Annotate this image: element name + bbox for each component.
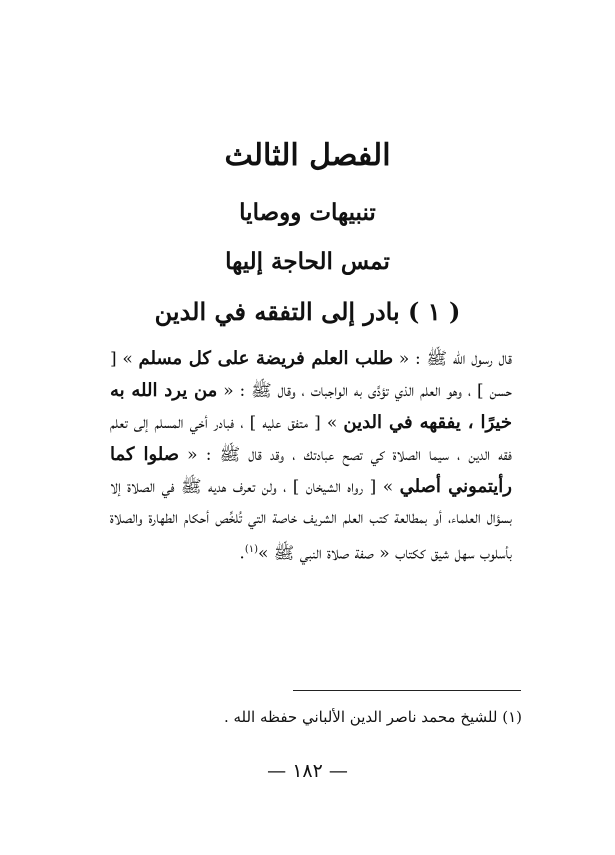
subtitle-warnings: تنبيهات ووصايا: [239, 199, 376, 226]
text-segment: » [ رواه الشيخان ] ، ولن تعرف هديه ﷺ في الصلاة إلا بسؤال العلماء، أو بمطالعة كتب العلم الشريف خاصة التي تُلخِّص أحكام الطهارة والصلاة بأسلوب سهل شيق ككتاب « صفة صلاة النبي ﷺ »: [110, 477, 512, 564]
section-heading: ( ١ ) بادر إلى التفقه في الدين: [154, 297, 461, 326]
footnote: (١) للشيخ محمد ناصر الدين الألباني حفظه الله .: [223, 708, 522, 726]
text-segment: قال رسول الله ﷺ : «: [393, 349, 513, 369]
footnote-marker: (١): [244, 544, 258, 555]
text-segment: .: [239, 543, 245, 564]
hadith-quote: من يرد الله به خيرًا ، يفقهه في الدين: [110, 380, 512, 433]
hadith-quote: صلوا كما رأيتموني أصلي: [110, 444, 512, 497]
hadith-quote: طلب العلم فريضة على كل مسلم: [138, 348, 394, 369]
subtitle-needs: تمس الحاجة إليها: [225, 248, 390, 275]
text-segment: » [ حسن ] ، وهو العلم الذي تؤدَّى به الواجبات ، وقال ﷺ : «: [110, 349, 513, 401]
text-segment: » [ متفق عليه ] ، فبادر أخي المسلم إلى تعلم فقه الدين ، سيما الصلاة كي تصح عبادتك ، وقد قال ﷺ : «: [110, 413, 512, 465]
footnote-divider: [293, 690, 521, 691]
body-paragraph: [110, 343, 512, 570]
page-number: — ١٨٢ —: [267, 760, 348, 782]
chapter-title: الفصل الثالث: [224, 138, 391, 173]
